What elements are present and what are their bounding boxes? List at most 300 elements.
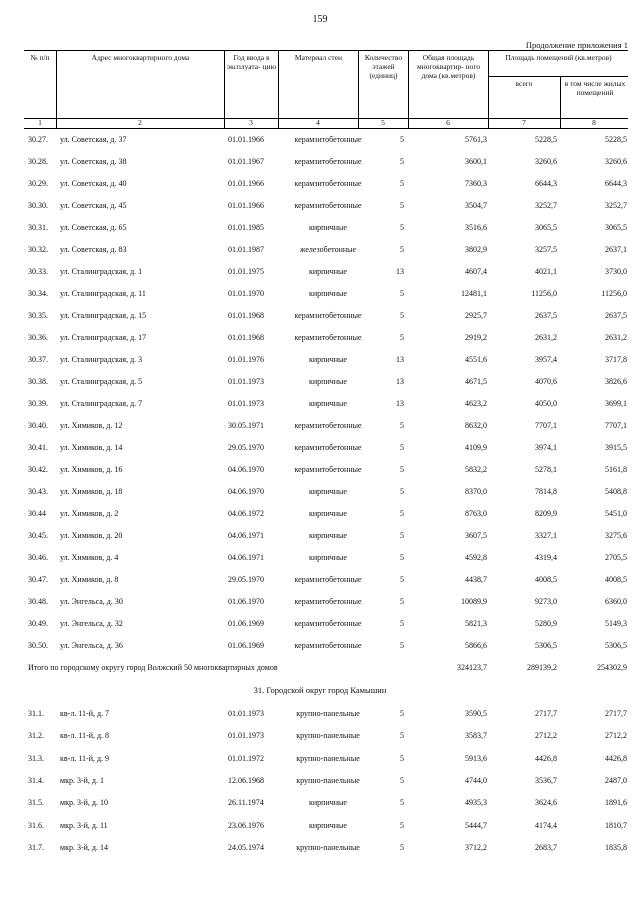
row-rooms-all: 3536,7 xyxy=(535,775,557,785)
row-rooms-living: 3915,5 xyxy=(605,443,627,452)
row-rooms-all: 4050,0 xyxy=(535,399,557,408)
row-number: 30.49. xyxy=(28,619,48,628)
row-rooms-all: 4319,4 xyxy=(535,553,557,562)
row-rooms-living: 3699,1 xyxy=(605,399,627,408)
row-floors: 5 xyxy=(400,798,404,808)
row-rooms-living: 2712,2 xyxy=(605,731,627,741)
row-year: 01.06.1970 xyxy=(228,597,264,606)
row-year: 01.01.1966 xyxy=(228,201,264,210)
row-material: крупно-панельные xyxy=(296,709,360,718)
row-rooms-living: 6644,3 xyxy=(605,179,627,188)
row-address: ул. Сталинградская, д. 15 xyxy=(60,311,147,320)
row-floors: 5 xyxy=(400,509,404,518)
row-address: ул. Советская, д. 37 xyxy=(60,135,127,144)
row-total-area: 3600,1 xyxy=(465,157,487,166)
row-year: 01.01.1987 xyxy=(228,245,264,254)
row-address: ул. Химиков, д. 16 xyxy=(60,465,123,474)
row-total-area: 3583,7 xyxy=(465,731,487,741)
row-floors: 5 xyxy=(400,775,404,785)
row-year: 01.01.1970 xyxy=(228,289,264,298)
table-row xyxy=(24,618,628,630)
row-address: мкр. 3-й, д. 11 xyxy=(60,820,108,830)
column-numbers-row xyxy=(24,118,628,129)
row-total-area: 3504,7 xyxy=(465,201,487,210)
row-number: 30.42. xyxy=(28,465,48,474)
row-rooms-all: 7707,1 xyxy=(535,421,557,430)
row-floors: 5 xyxy=(400,135,404,144)
table-row xyxy=(24,753,628,765)
table-row xyxy=(24,178,628,190)
table-row xyxy=(24,420,628,432)
total-label: Итого по городскому округу город Волжский 50 многоквартирных домов xyxy=(28,663,278,672)
row-floors: 5 xyxy=(400,201,404,210)
row-material: крупно-панельные xyxy=(296,842,360,852)
row-total-area: 3712,2 xyxy=(465,842,487,852)
row-year: 04.06.1970 xyxy=(228,465,264,474)
table-row xyxy=(24,464,628,476)
table-row xyxy=(24,552,628,564)
row-year: 01.01.1973 xyxy=(228,709,264,718)
row-year: 29.05.1970 xyxy=(228,575,264,584)
row-material: кирпичные xyxy=(309,289,347,298)
colnum-6: 6 xyxy=(446,118,450,127)
row-year: 04.06.1971 xyxy=(228,531,264,540)
row-total-area: 4744,0 xyxy=(465,775,487,785)
row-number: 30.35. xyxy=(28,311,48,320)
table-row xyxy=(24,354,628,366)
row-address: ул. Сталинградская, д. 3 xyxy=(60,355,143,364)
row-rooms-living: 7707,1 xyxy=(605,421,627,430)
row-material: кирпичные xyxy=(309,553,347,562)
row-material: керамзитобетонные xyxy=(294,575,362,584)
row-rooms-living: 5306,5 xyxy=(605,641,627,650)
row-floors: 13 xyxy=(396,377,404,386)
total-rooms-all-value: 289139,2 xyxy=(527,663,557,672)
row-material: кирпичные xyxy=(309,267,347,276)
table-row xyxy=(24,244,628,256)
header-subdivider xyxy=(488,76,628,77)
table-row xyxy=(24,442,628,454)
row-total-area: 4592,8 xyxy=(465,553,487,562)
row-floors: 5 xyxy=(400,465,404,474)
row-rooms-living: 2637,5 xyxy=(605,311,627,320)
row-total-area: 4671,5 xyxy=(465,377,487,386)
row-floors: 5 xyxy=(400,157,404,166)
row-number: 30.47. xyxy=(28,575,48,584)
row-year: 24.05.1974 xyxy=(228,842,264,852)
row-address: ул. Сталинградская, д. 5 xyxy=(60,377,143,386)
row-rooms-living: 3826,6 xyxy=(605,377,627,386)
row-material: керамзитобетонные xyxy=(294,157,362,166)
row-material: кирпичные xyxy=(309,487,347,496)
row-floors: 5 xyxy=(400,223,404,232)
total-rooms-living-value: 254302,9 xyxy=(597,663,627,672)
row-number: 31.1. xyxy=(28,709,44,718)
row-address: ул. Энгельса, д. 36 xyxy=(60,641,123,650)
row-material: кирпичные xyxy=(309,531,347,540)
row-rooms-all: 2683,7 xyxy=(535,842,557,852)
row-floors: 5 xyxy=(400,753,404,763)
row-rooms-living: 5228,5 xyxy=(605,135,627,144)
row-total-area: 8763,0 xyxy=(465,509,487,518)
section-title: 31. Городской округ город Камышин xyxy=(253,685,387,695)
row-material: кирпичные xyxy=(309,820,347,830)
row-address: ул. Энгельса, д. 30 xyxy=(60,597,123,606)
row-year: 04.06.1972 xyxy=(228,509,264,518)
row-rooms-all: 2637,5 xyxy=(535,311,557,320)
row-total-area: 5444,7 xyxy=(465,820,487,830)
colnum-1: 1 xyxy=(38,118,42,127)
row-material: кирпичные xyxy=(309,377,347,386)
row-address: ул. Сталинградская, д. 11 xyxy=(60,289,146,298)
row-address: ул. Химиков, д. 2 xyxy=(60,509,119,518)
row-total-area: 7360,3 xyxy=(465,179,487,188)
row-rooms-living: 4426,8 xyxy=(605,753,627,763)
row-floors: 5 xyxy=(400,641,404,650)
row-material: керамзитобетонные xyxy=(294,333,362,342)
table-row xyxy=(24,222,628,234)
row-number: 30.39. xyxy=(28,399,48,408)
row-rooms-living: 2487,0 xyxy=(605,775,627,785)
row-year: 01.01.1968 xyxy=(228,333,264,342)
row-rooms-all: 3260,6 xyxy=(535,157,557,166)
row-rooms-living: 5408,8 xyxy=(605,487,627,496)
row-rooms-all: 3252,7 xyxy=(535,201,557,210)
row-rooms-all: 4174,4 xyxy=(535,820,557,830)
row-material: керамзитобетонные xyxy=(294,619,362,628)
table-row xyxy=(24,398,628,410)
colnum-7: 7 xyxy=(522,118,526,127)
row-total-area: 8370,0 xyxy=(465,487,487,496)
row-rooms-living: 11256,0 xyxy=(601,289,627,298)
row-rooms-living: 2631,2 xyxy=(605,333,627,342)
row-floors: 5 xyxy=(400,575,404,584)
row-address: ул. Сталинградская, д. 1 xyxy=(60,267,143,276)
row-floors: 13 xyxy=(396,399,404,408)
row-number: 30.44 xyxy=(28,509,46,518)
row-material: керамзитобетонные xyxy=(294,641,362,650)
row-number: 30.37. xyxy=(28,355,48,364)
row-year: 01.06.1969 xyxy=(228,641,264,650)
row-year: 01.06.1969 xyxy=(228,619,264,628)
row-total-area: 4438,7 xyxy=(465,575,487,584)
row-floors: 5 xyxy=(400,820,404,830)
row-number: 30.32. xyxy=(28,245,48,254)
row-floors: 5 xyxy=(400,443,404,452)
header-rooms-living: в том числе жилых помещений xyxy=(564,79,626,97)
row-rooms-all: 9273,0 xyxy=(535,597,557,606)
row-rooms-living: 3717,8 xyxy=(605,355,627,364)
row-year: 01.01.1972 xyxy=(228,753,264,763)
row-address: ул. Химиков, д. 20 xyxy=(60,531,123,540)
row-material: железобетонные xyxy=(299,245,357,254)
row-year: 01.01.1966 xyxy=(228,135,264,144)
row-year: 01.01.1973 xyxy=(228,377,264,386)
row-rooms-living: 3065,5 xyxy=(605,223,627,232)
row-floors: 5 xyxy=(400,597,404,606)
row-rooms-living: 3730,0 xyxy=(605,267,627,276)
table-row xyxy=(24,596,628,608)
row-floors: 5 xyxy=(400,289,404,298)
row-address: ул. Химиков, д. 8 xyxy=(60,575,119,584)
row-material: керамзитобетонные xyxy=(294,443,362,452)
row-rooms-all: 3327,1 xyxy=(535,531,557,540)
row-number: 30.45. xyxy=(28,531,48,540)
row-total-area: 4623,2 xyxy=(465,399,487,408)
table-row xyxy=(24,288,628,300)
row-address: ул. Химиков, д. 18 xyxy=(60,487,123,496)
header-floors: Количество этажей (единиц) xyxy=(358,51,408,118)
row-address: мкр. 3-й, д. 10 xyxy=(60,798,108,808)
header-year: Год ввода в эксплуата- цию xyxy=(224,51,278,118)
row-rooms-all: 4021,1 xyxy=(535,267,557,276)
row-rooms-living: 3260,6 xyxy=(605,157,627,166)
colnum-8: 8 xyxy=(592,118,596,127)
row-number: 30.41. xyxy=(28,443,48,452)
row-material: керамзитобетонные xyxy=(294,311,362,320)
table-row xyxy=(24,508,628,520)
total-area-value: 324123,7 xyxy=(457,663,487,672)
row-address: ул. Химиков, д. 14 xyxy=(60,443,123,452)
row-number: 31.6. xyxy=(28,820,44,830)
row-total-area: 2919,2 xyxy=(465,333,487,342)
row-number: 30.50. xyxy=(28,641,48,650)
table-row xyxy=(24,797,628,809)
row-rooms-all: 2717,7 xyxy=(535,709,557,718)
row-rooms-all: 3957,4 xyxy=(535,355,557,364)
row-number: 30.48. xyxy=(28,597,48,606)
row-address: ул. Советская, д. 45 xyxy=(60,201,127,210)
row-material: крупно-панельные xyxy=(296,775,360,785)
row-number: 31.4. xyxy=(28,775,44,785)
header-rooms-all: всего xyxy=(515,79,533,88)
table-row xyxy=(24,486,628,498)
row-floors: 5 xyxy=(400,421,404,430)
row-rooms-all: 3974,1 xyxy=(535,443,557,452)
row-total-area: 5832,2 xyxy=(465,465,487,474)
table-row xyxy=(24,708,628,720)
row-rooms-all: 5278,1 xyxy=(535,465,557,474)
row-material: керамзитобетонные xyxy=(294,201,362,210)
row-address: ул. Химиков, д. 12 xyxy=(60,421,123,430)
row-material: крупно-панельные xyxy=(296,753,360,763)
row-floors: 5 xyxy=(400,487,404,496)
row-material: кирпичные xyxy=(309,399,347,408)
row-material: керамзитобетонные xyxy=(294,135,362,144)
row-rooms-living: 2637,1 xyxy=(605,245,627,254)
row-year: 29.05.1970 xyxy=(228,443,264,452)
header-num: № п/п xyxy=(30,53,50,62)
row-year: 01.01.1975 xyxy=(228,267,264,276)
table-row xyxy=(24,775,628,787)
row-material: кирпичные xyxy=(309,355,347,364)
row-rooms-living: 3252,7 xyxy=(605,201,627,210)
row-rooms-all: 5280,9 xyxy=(535,619,557,628)
row-rooms-all: 3624,6 xyxy=(535,798,557,808)
row-material: кирпичные xyxy=(309,798,347,808)
row-address: ул. Советская, д. 40 xyxy=(60,179,127,188)
row-year: 04.06.1971 xyxy=(228,553,264,562)
colnum-3: 3 xyxy=(249,118,253,127)
row-rooms-living: 2717,7 xyxy=(605,709,627,718)
row-total-area: 5866,6 xyxy=(465,641,487,650)
row-number: 30.46. xyxy=(28,553,48,562)
row-total-area: 5821,3 xyxy=(465,619,487,628)
row-material: керамзитобетонные xyxy=(294,179,362,188)
row-rooms-all: 11256,0 xyxy=(531,289,557,298)
header-rooms-area: Площадь помещений (кв.метров) xyxy=(488,51,628,118)
continuation-note: Продолжение приложения 1 xyxy=(525,40,628,50)
row-material: керамзитобетонные xyxy=(294,421,362,430)
table-row xyxy=(24,310,628,322)
row-floors: 5 xyxy=(400,333,404,342)
row-year: 26.11.1974 xyxy=(228,798,264,808)
row-number: 31.5. xyxy=(28,798,44,808)
row-rooms-living: 5451,0 xyxy=(605,509,627,518)
table-row xyxy=(24,156,628,168)
row-rooms-living: 5149,3 xyxy=(605,619,627,628)
row-address: мкр. 3-й, д. 1 xyxy=(60,775,104,785)
row-number: 30.31. xyxy=(28,223,48,232)
page-number: 159 xyxy=(312,14,328,25)
table-row xyxy=(24,574,628,586)
row-total-area: 5761,3 xyxy=(465,135,487,144)
row-material: керамзитобетонные xyxy=(294,597,362,606)
row-rooms-all: 4070,6 xyxy=(535,377,557,386)
row-rooms-living: 2705,5 xyxy=(605,553,627,562)
header-address: Адрес многоквартирного дома xyxy=(56,51,224,118)
row-year: 01.01.1973 xyxy=(228,731,264,741)
row-number: 30.29. xyxy=(28,179,48,188)
row-floors: 5 xyxy=(400,842,404,852)
row-rooms-all: 7814,8 xyxy=(535,487,557,496)
row-number: 31.2. xyxy=(28,731,44,741)
row-number: 30.28. xyxy=(28,157,48,166)
row-year: 01.01.1973 xyxy=(228,399,264,408)
row-year: 01.01.1968 xyxy=(228,311,264,320)
row-rooms-all: 5228,5 xyxy=(535,135,557,144)
row-rooms-all: 2712,2 xyxy=(535,731,557,741)
row-rooms-all: 4426,8 xyxy=(535,753,557,763)
colnum-4: 4 xyxy=(316,118,320,127)
row-total-area: 3590,5 xyxy=(465,709,487,718)
row-address: кв-л. 11-й, д. 8 xyxy=(60,731,110,741)
row-rooms-living: 3275,6 xyxy=(605,531,627,540)
row-total-area: 12481,1 xyxy=(461,289,487,298)
row-rooms-all: 6644,3 xyxy=(535,179,557,188)
row-address: ул. Химиков, д. 4 xyxy=(60,553,119,562)
row-total-area: 4935,3 xyxy=(465,798,487,808)
row-rooms-all: 4008,5 xyxy=(535,575,557,584)
row-number: 30.27. xyxy=(28,135,48,144)
row-material: крупно-панельные xyxy=(296,731,360,741)
row-rooms-all: 5306,5 xyxy=(535,641,557,650)
row-address: ул. Сталинградская, д. 7 xyxy=(60,399,143,408)
row-material: кирпичные xyxy=(309,223,347,232)
header-subdivider-vertical xyxy=(560,76,561,118)
row-rooms-all: 8209,9 xyxy=(535,509,557,518)
table-row xyxy=(24,376,628,388)
row-floors: 13 xyxy=(396,267,404,276)
row-floors: 5 xyxy=(400,179,404,188)
table-row xyxy=(24,640,628,652)
row-number: 30.40. xyxy=(28,421,48,430)
row-number: 30.38. xyxy=(28,377,48,386)
row-year: 12.06.1968 xyxy=(228,775,264,785)
row-floors: 5 xyxy=(400,553,404,562)
row-year: 01.01.1966 xyxy=(228,179,264,188)
row-number: 30.34. xyxy=(28,289,48,298)
row-year: 04.06.1970 xyxy=(228,487,264,496)
header-material: Материал стен xyxy=(278,51,358,118)
table-row xyxy=(24,842,628,854)
row-rooms-living: 4008,5 xyxy=(605,575,627,584)
row-rooms-all: 2631,2 xyxy=(535,333,557,342)
row-number: 30.33. xyxy=(28,267,48,276)
row-year: 23.06.1976 xyxy=(228,820,264,830)
table-row xyxy=(24,200,628,212)
row-rooms-living: 6360,0 xyxy=(605,597,627,606)
row-rooms-living: 1810,7 xyxy=(605,820,627,830)
table-row xyxy=(24,730,628,742)
row-total-area: 10089,9 xyxy=(461,597,487,606)
row-rooms-living: 1891,6 xyxy=(605,798,627,808)
row-address: ул. Советская, д. 65 xyxy=(60,223,127,232)
row-address: ул. Советская, д. 83 xyxy=(60,245,127,254)
row-number: 30.36. xyxy=(28,333,48,342)
row-floors: 5 xyxy=(400,731,404,741)
row-floors: 5 xyxy=(400,709,404,718)
row-year: 01.01.1985 xyxy=(228,223,264,232)
row-floors: 5 xyxy=(400,311,404,320)
row-total-area: 5913,6 xyxy=(465,753,487,763)
row-address: кв-л. 11-й, д. 7 xyxy=(60,709,110,718)
row-material: керамзитобетонные xyxy=(294,465,362,474)
table-row xyxy=(24,266,628,278)
table-row xyxy=(24,820,628,832)
table-row xyxy=(24,332,628,344)
row-year: 30.05.1971 xyxy=(228,421,264,430)
row-number: 31.3. xyxy=(28,753,44,763)
table-row xyxy=(24,134,628,146)
row-floors: 5 xyxy=(400,531,404,540)
row-total-area: 4551,6 xyxy=(465,355,487,364)
colnum-2: 2 xyxy=(138,118,142,127)
row-total-area: 4109,9 xyxy=(465,443,487,452)
row-total-area: 2925,7 xyxy=(465,311,487,320)
row-address: мкр. 3-й, д. 14 xyxy=(60,842,108,852)
row-rooms-all: 3065,5 xyxy=(535,223,557,232)
row-floors: 5 xyxy=(400,245,404,254)
row-number: 31.7. xyxy=(28,842,44,852)
row-number: 30.43. xyxy=(28,487,48,496)
row-address: кв-л. 11-й, д. 9 xyxy=(60,753,110,763)
row-year: 01.01.1967 xyxy=(228,157,264,166)
row-rooms-living: 5161,8 xyxy=(605,465,627,474)
header-total-area: Общая площадь многоквартир- ного дома (кв.метров) xyxy=(408,51,488,118)
row-floors: 13 xyxy=(396,355,404,364)
table-header xyxy=(24,50,628,119)
row-total-area: 3516,6 xyxy=(465,223,487,232)
row-address: ул. Энгельса, д. 32 xyxy=(60,619,123,628)
row-number: 30.30. xyxy=(28,201,48,210)
row-address: ул. Советская, д. 38 xyxy=(60,157,127,166)
row-rooms-living: 1835,8 xyxy=(605,842,627,852)
row-address: ул. Сталинградская, д. 17 xyxy=(60,333,147,342)
row-material: кирпичные xyxy=(309,509,347,518)
row-total-area: 3802,9 xyxy=(465,245,487,254)
colnum-5: 5 xyxy=(381,118,385,127)
